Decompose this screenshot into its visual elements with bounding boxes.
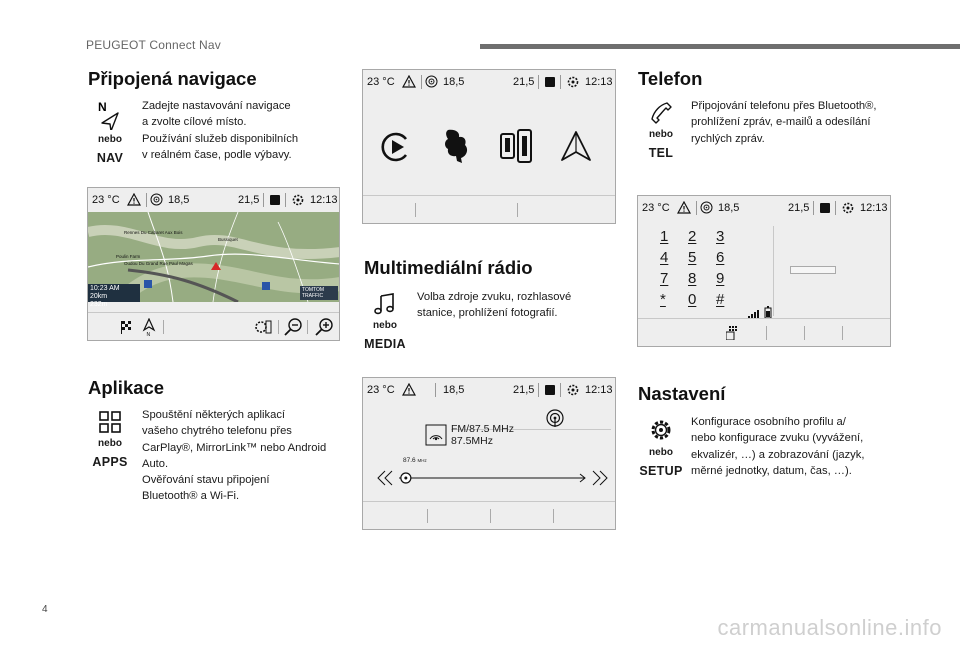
navigation-desc-line: a zvolte cílové místo. <box>142 116 247 129</box>
settings-gear-icon <box>648 417 674 443</box>
clock: 12:13 <box>585 384 613 396</box>
radio-screen <box>362 377 616 530</box>
navigation-description <box>142 98 298 163</box>
status-separator <box>538 75 539 89</box>
zoom-out-icon[interactable] <box>283 317 303 337</box>
outside-temp: 23 °C <box>367 76 395 88</box>
status-bar <box>363 70 615 94</box>
status-separator <box>538 383 539 397</box>
map-settings-icon[interactable] <box>254 318 272 336</box>
status-bar <box>363 378 615 402</box>
settings-status-icon <box>291 193 305 207</box>
settings-desc-line: ekvalizér, …) a zobrazování (jazyk, <box>691 448 865 461</box>
settings-desc-line: měrné jednotky, datum, čas, …). <box>691 464 852 477</box>
outside-temp: 23 °C <box>367 384 395 396</box>
header-text: PEUGEOT Connect Nav <box>86 38 221 52</box>
media-desc-line: stanice, prohlížení fotografií. <box>417 307 558 320</box>
navigation-arrow-icon <box>96 100 124 130</box>
settings-description <box>691 414 864 479</box>
status-separator <box>696 201 697 215</box>
signal-strength-icon <box>748 308 760 318</box>
keypad-key[interactable]: 7 <box>660 270 669 287</box>
bar-separator <box>415 203 416 217</box>
bar-separator <box>278 320 279 334</box>
keypad-key[interactable]: # <box>716 291 725 308</box>
phone-desc-line: prohlížení zpráv, e-mailů a odesílání <box>691 116 871 129</box>
navigation-desc-line: Zadejte nastavování navigace <box>142 100 291 112</box>
keypad-grid-icon[interactable] <box>726 326 738 340</box>
apps-bottom-bar <box>363 195 615 223</box>
bar-separator <box>766 326 767 340</box>
number-display-field[interactable] <box>790 266 836 274</box>
phone-desc-line: rychlých zpráv. <box>691 132 765 145</box>
svg-text:N: N <box>98 100 107 114</box>
tomtom-traffic-badge: TOMTOM TRAFFIC <box>300 286 338 300</box>
outside-temp: 23 °C <box>642 202 670 214</box>
apps-screen <box>362 69 616 224</box>
phone-screen-icon <box>544 384 556 396</box>
apps-desc-line: Bluetooth® a Wi-Fi. <box>142 490 240 503</box>
phone-bottom-bar <box>638 318 890 346</box>
keypad-key[interactable]: * <box>660 291 666 308</box>
phone-screen-icon <box>269 194 281 206</box>
map-label: Rennes Du Cabaret Aux Bois <box>124 230 183 235</box>
apps-desc-line: vašeho chytrého telefonu přes <box>142 425 292 438</box>
header-bar <box>480 44 960 49</box>
watermark: carmanualsonline.info <box>717 615 942 640</box>
media-desc-line: Volba zdroje zvuku, rozhlasové <box>417 291 572 303</box>
navigation-or-label: nebo <box>98 134 122 145</box>
phone-or-label: nebo <box>649 129 673 140</box>
wireless-icon <box>700 201 713 214</box>
keypad-key[interactable]: 3 <box>716 228 725 245</box>
keypad-key[interactable]: 0 <box>688 291 697 308</box>
status-separator <box>560 75 561 89</box>
apps-or-label: nebo <box>98 438 122 449</box>
phone-screen-icon <box>819 202 831 214</box>
status-separator <box>285 193 286 207</box>
apps-keyword: APPS <box>92 455 128 469</box>
keypad-key[interactable]: 2 <box>688 228 697 245</box>
settings-or-label: nebo <box>649 447 673 458</box>
page-number: 4 <box>42 604 48 615</box>
bar-separator <box>163 320 164 334</box>
settings-status-icon <box>841 201 855 215</box>
left-zone-temp: 18,5 <box>718 202 740 214</box>
status-separator <box>835 201 836 215</box>
frequency-unit: MHz <box>417 458 427 463</box>
keypad-key[interactable]: 5 <box>688 249 697 266</box>
apps-title: Aplikace <box>88 377 165 398</box>
apps-desc-line: Auto. <box>142 457 169 470</box>
phone-description <box>691 98 877 147</box>
phone-handset-icon <box>649 101 673 125</box>
navigation-map[interactable] <box>88 212 340 308</box>
bar-separator <box>490 509 491 523</box>
right-zone-temp: 21,5 <box>788 202 810 214</box>
dial-keypad <box>660 228 744 309</box>
map-label: Bussiquet <box>218 237 238 242</box>
navigation-keyword: NAV <box>96 151 124 165</box>
bar-separator <box>842 326 843 340</box>
settings-status-icon <box>566 383 580 397</box>
warning-icon <box>127 193 141 206</box>
warning-icon <box>402 75 416 88</box>
nav-bottom-bar <box>88 312 339 340</box>
settings-icon-block <box>636 417 686 478</box>
radio-signal-icon[interactable] <box>545 408 565 428</box>
battery-icon <box>764 306 772 318</box>
outside-temp: 23 °C <box>92 194 120 206</box>
station-antenna-icon <box>425 424 447 446</box>
bar-separator <box>307 320 308 334</box>
status-separator <box>435 383 436 397</box>
android-auto-icon[interactable] <box>559 130 593 164</box>
keypad-key[interactable]: 1 <box>660 228 669 245</box>
north-arrow-icon[interactable] <box>142 318 156 336</box>
map-distance: 232m <box>90 301 108 308</box>
bar-separator <box>427 509 428 523</box>
phone-keyword: TEL <box>648 146 674 160</box>
navigation-title: Připojená navigace <box>88 68 257 89</box>
station-frequency: FM/87.5 MHz <box>451 423 515 435</box>
map-arrival-time: 10:23 AM 20km <box>90 285 120 300</box>
destination-flag-icon[interactable] <box>120 320 134 334</box>
bar-separator <box>517 203 518 217</box>
carplay-icon[interactable] <box>379 130 413 164</box>
settings-title: Nastavení <box>638 383 726 404</box>
navigation-desc-line: v reálném čase, podle výbavy. <box>142 148 292 161</box>
frequency-slider-thumb[interactable] <box>401 473 411 483</box>
status-bar <box>88 188 339 212</box>
frequency-slider[interactable] <box>373 466 613 490</box>
phone-title: Telefon <box>638 68 703 89</box>
map-label: Poulin Farm <box>116 254 141 259</box>
left-zone-temp: 18,5 <box>168 194 190 206</box>
media-icon-block <box>360 292 410 351</box>
frequency-value: 87.6 <box>403 457 416 464</box>
status-separator <box>421 75 422 89</box>
phone-icon-block <box>636 101 686 160</box>
status-separator <box>560 383 561 397</box>
music-note-icon <box>373 292 397 316</box>
svg-text:N: N <box>146 332 151 336</box>
settings-desc-line: Konfigurace osobního profilu a/ <box>691 416 846 428</box>
map-label: Oudou Du Grand Rue Paul Magas <box>124 261 193 266</box>
apps-grid-icon <box>98 410 122 434</box>
media-description <box>417 289 571 322</box>
status-separator <box>813 201 814 215</box>
frequency-label <box>403 457 427 464</box>
status-separator <box>263 193 264 207</box>
settings-desc-line: nebo konfigurace zvuku (vyvážení, <box>691 432 864 445</box>
keypad-key[interactable]: 4 <box>660 249 669 266</box>
media-keyword: MEDIA <box>364 337 406 351</box>
phone-screen <box>637 195 891 347</box>
nav-screen <box>87 187 340 341</box>
apps-desc-line: Spouštění některých aplikací <box>142 409 286 421</box>
clock: 12:13 <box>310 194 338 206</box>
navigation-desc-line: Používání služeb disponibilních <box>142 132 299 145</box>
bar-separator <box>553 509 554 523</box>
bar-separator <box>804 326 805 340</box>
phone-screen-icon <box>544 76 556 88</box>
apps-description <box>142 407 326 505</box>
right-zone-temp: 21,5 <box>238 194 260 206</box>
keypad-key[interactable]: 8 <box>688 270 697 287</box>
clock: 12:13 <box>860 202 888 214</box>
zoom-in-icon[interactable] <box>314 317 334 337</box>
apps-desc-line: CarPlay®, MirrorLink™ nebo Android <box>142 441 327 454</box>
apps-desc-line: Ověřování stavu připojení <box>142 474 270 487</box>
radio-bottom-bar <box>363 501 615 529</box>
media-title: Multimediální rádio <box>364 257 533 278</box>
right-zone-temp: 21,5 <box>513 76 535 88</box>
settings-keyword: SETUP <box>639 464 683 478</box>
apps-icon-block <box>85 410 135 469</box>
warning-icon <box>677 201 691 214</box>
keypad-key[interactable]: 6 <box>716 249 725 266</box>
wireless-icon <box>425 75 438 88</box>
phone-desc-line: Připojování telefonu přes Bluetooth®, <box>691 100 877 112</box>
navigation-icon-block <box>85 100 135 165</box>
status-bar <box>638 196 890 220</box>
clock: 12:13 <box>585 76 613 88</box>
mirrorlink-icon[interactable] <box>499 128 533 164</box>
map-time-distance <box>88 284 140 308</box>
warning-icon <box>402 383 416 396</box>
settings-status-icon <box>566 75 580 89</box>
keypad-key[interactable]: 9 <box>716 270 725 287</box>
right-zone-temp: 21,5 <box>513 384 535 396</box>
status-separator <box>146 193 147 207</box>
station-name: 87.5MHz <box>451 435 494 447</box>
wireless-icon <box>150 193 163 206</box>
left-zone-temp: 18,5 <box>443 384 465 396</box>
media-or-label: nebo <box>373 320 397 331</box>
peugeot-lion-icon[interactable] <box>439 128 473 164</box>
left-zone-temp: 18,5 <box>443 76 465 88</box>
